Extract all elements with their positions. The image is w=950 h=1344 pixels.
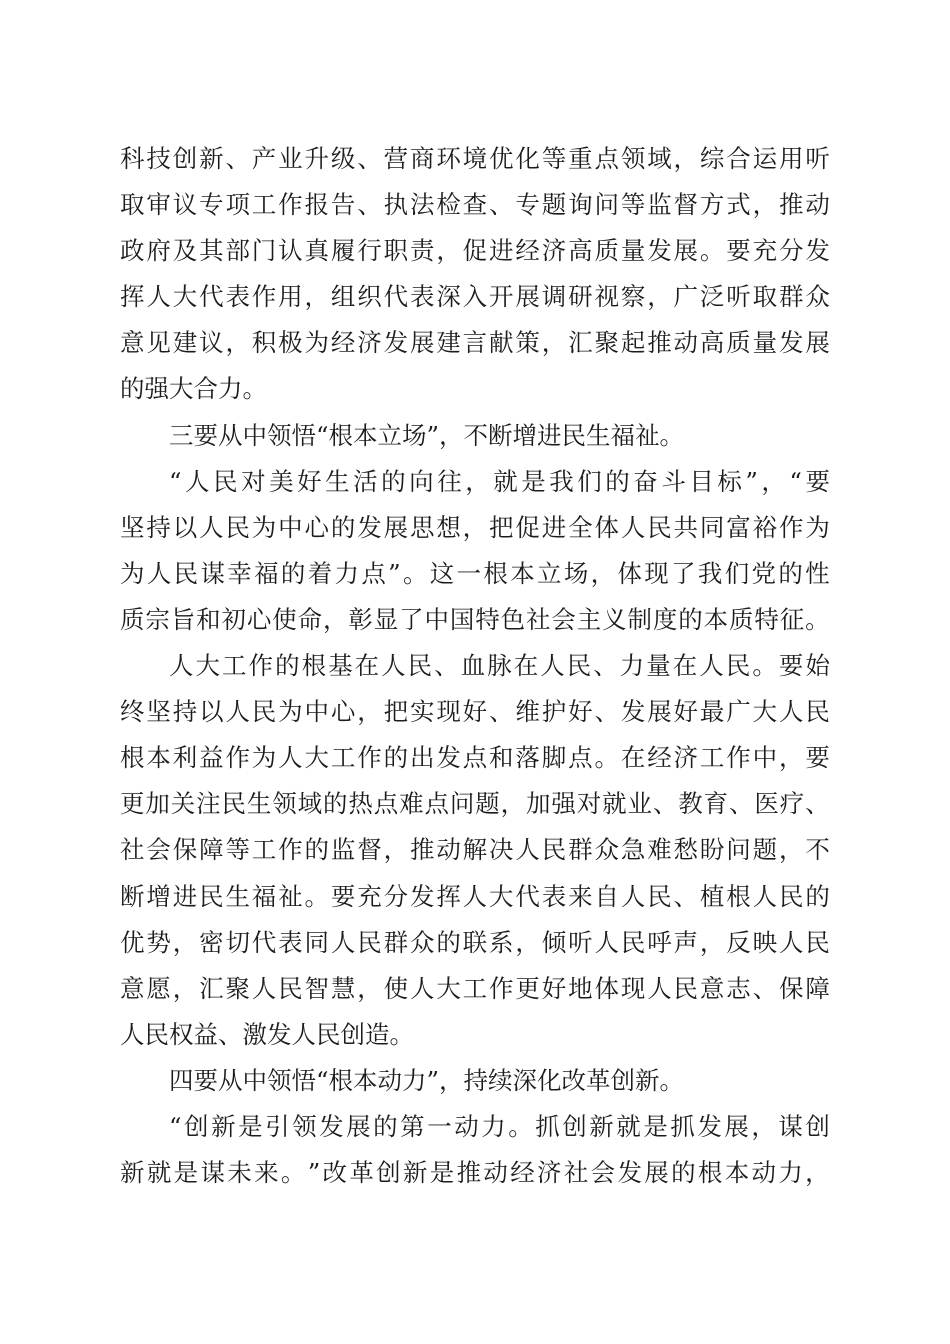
text-line-11: 质 宗 旨 和 初 心 使 命 ， 彰 显 了 中 国 特 色 社 会 主 义 制 度 的 本 质 特 征 。 [120, 604, 830, 634]
document-body [120, 136, 830, 1196]
text-line-15: 更 加 关 注 民 生 领 域 的 热 点 难 点 问 题 ， 加 强 对 就 业 、 教 育 、 医 疗 、 [120, 789, 830, 819]
text-line-22: “ 创 新 是 引 领 发 展 的 第 一 动 力 。 抓 创 新 就 是 抓 发 展 ， 谋 创 [169, 1111, 830, 1141]
text-line-9: 坚 持 以 人 民 为 中 心 的 发 展 思 想 ， 把 促 进 全 体 人 民 共 同 富 裕 作 为 [120, 512, 830, 542]
text-line-20: 人民权益、激发人民创造。 [120, 1019, 414, 1049]
section-heading-4: 四要从中领悟“根本动力”，持续深化改革创新。 [169, 1065, 685, 1095]
text-line-2: 取 审 议 专 项 工 作 报 告 、 执 法 检 查 、 专 题 询 问 等 监 督 方 式 ， 推 动 [120, 190, 830, 220]
text-line-1: 科 技 创 新 、 产 业 升 级 、 营 商 环 境 优 化 等 重 点 领 域 ， 综 合 运 用 听 [120, 144, 830, 173]
text-line-5: 意 见 建 议 ， 积 极 为 经 济 发 展 建 言 献 策 ， 汇 聚 起 推 动 高 质 量 发 展 [120, 328, 830, 358]
text-line-12: 人 大 工 作 的 根 基 在 人 民 、 血 脉 在 人 民 、 力 量 在 人 民 。 要 始 [169, 651, 830, 681]
text-line-14: 根 本 利 益 作 为 人 大 工 作 的 出 发 点 和 落 脚 点 。 在 经 济 工 作 中 ， 要 [120, 743, 830, 773]
text-line-6: 的强大合力。 [120, 374, 267, 404]
text-line-23: 新 就 是 谋 未 来 。 ” 改 革 创 新 是 推 动 经 济 社 会 发 展 的 根 本 动 力 ， [120, 1158, 830, 1188]
text-line-17: 断 增 进 民 生 福 祉 。 要 充 分 发 挥 人 大 代 表 来 自 人 民 、 植 根 人 民 的 [120, 881, 830, 911]
section-heading-3: 三要从中领悟“根本立场”，不断增进民生福祉。 [169, 420, 685, 450]
text-line-4: 挥 人 大 代 表 作 用 ， 组 织 代 表 深 入 开 展 调 研 视 察 ， 广 泛 听 取 群 众 [120, 282, 830, 312]
text-line-10: 为 人 民 谋 幸 福 的 着 力 点 ” 。 这 一 根 本 立 场 ， 体 现 了 我 们 党 的 性 [120, 558, 830, 588]
text-line-13: 终 坚 持 以 人 民 为 中 心 ， 把 实 现 好 、 维 护 好 、 发 展 好 最 广 大 人 民 [120, 697, 830, 727]
text-line-16: 社 会 保 障 等 工 作 的 监 督 ， 推 动 解 决 人 民 群 众 急 难 愁 盼 问 题 ， 不 [120, 835, 830, 865]
document-page [120, 136, 830, 1196]
text-line-8: “ 人 民 对 美 好 生 活 的 向 往 ， 就 是 我 们 的 奋 斗 目 标 ” ， “ 要 [169, 466, 830, 496]
text-line-18: 优 势 ， 密 切 代 表 同 人 民 群 众 的 联 系 ， 倾 听 人 民 呼 声 ， 反 映 人 民 [120, 927, 830, 957]
text-line-3: 政 府 及 其 部 门 认 真 履 行 职 责 ， 促 进 经 济 高 质 量 发 展 。 要 充 分 发 [120, 236, 830, 266]
text-line-19: 意 愿 ， 汇 聚 人 民 智 慧 ， 使 人 大 工 作 更 好 地 体 现 人 民 意 志 、 保 障 [120, 973, 830, 1003]
